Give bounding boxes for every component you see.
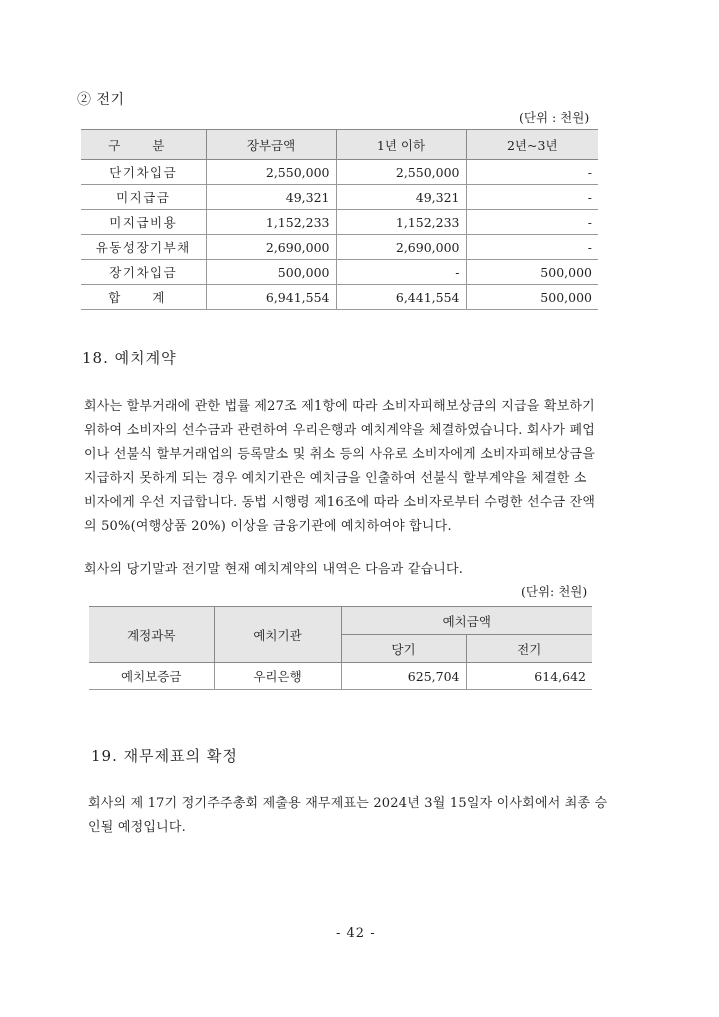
cell-value: -: [336, 260, 466, 285]
header-book-value: 장부금액: [206, 130, 336, 160]
header-within-1y: 1년 이하: [336, 130, 466, 160]
section-title-19: 19. 재무제표의 확정: [91, 747, 238, 765]
table-header-row: [89, 607, 592, 635]
cell-value: 2,550,000: [336, 160, 466, 185]
paragraph-line: 의 50%(여행상품 20%) 이상을 금융기관에 예치하여야 합니다.: [84, 519, 452, 534]
table-row: [89, 663, 592, 690]
paragraph-line: 비자에게 우선 지급합니다. 동법 시행령 제16조에 따라 소비자로부터 수령한 선수금 잔액: [84, 495, 596, 510]
section-18-intro: 회사의 당기말과 전기말 현재 예치계약의 내역은 다음과 같습니다.: [84, 562, 464, 577]
row-label: 미지급비용: [81, 210, 206, 235]
maturity-table: [81, 129, 598, 310]
cell-value: 500,000: [466, 285, 598, 310]
unit-label: (단위 : 천원): [519, 110, 590, 125]
total-label: 합 계: [81, 285, 206, 310]
cell-prior: 614,642: [466, 663, 592, 690]
paragraph-line: 위하여 소비자의 선수금과 관련하여 우리은행과 예치계약을 체결하였습니다. 회사가 폐업: [84, 423, 596, 438]
paragraph-line: 이나 선불식 할부거래업의 등록말소 및 취소 등의 사유로 소비자에게 소비자피해보상금을: [84, 447, 596, 462]
cell-value: 2,550,000: [206, 160, 336, 185]
row-label: 미지급금: [81, 185, 206, 210]
header-2-3y: 2년~3년: [466, 130, 598, 160]
cell-current: 625,704: [341, 663, 466, 690]
paragraph-line: 회사는 할부거래에 관한 법률 제27조 제1항에 따라 소비자피해보상금의 지급을 확보하기: [84, 399, 595, 414]
table-row: [81, 235, 598, 260]
cell-institution: 우리은행: [214, 663, 341, 690]
cell-value: -: [466, 210, 598, 235]
cell-value: -: [466, 185, 598, 210]
section-title-18: 18. 예치계약: [82, 349, 177, 367]
table-row: [81, 210, 598, 235]
unit-label: (단위: 천원): [521, 584, 588, 599]
row-label: 유동성장기부채: [81, 235, 206, 260]
cell-value: 1,152,233: [206, 210, 336, 235]
cell-value: 2,690,000: [336, 235, 466, 260]
row-label: 장기차입금: [81, 260, 206, 285]
section-19-paragraph: [88, 792, 607, 840]
subsection-title: ② 전기: [77, 92, 125, 108]
header-current-period: 당기: [341, 635, 466, 663]
paragraph-line: 지급하지 못하게 되는 경우 예치기관은 예치금을 인출하여 선불식 할부계약을 체결한 소: [84, 471, 587, 486]
table-row: [81, 160, 598, 185]
cell-account: 예치보증금: [89, 663, 214, 690]
deposit-table: [89, 606, 592, 690]
cell-value: 49,321: [206, 185, 336, 210]
header-account: 계정과목: [89, 607, 214, 663]
cell-value: -: [466, 160, 598, 185]
cell-value: 2,690,000: [206, 235, 336, 260]
table-row: [81, 260, 598, 285]
cell-value: 500,000: [466, 260, 598, 285]
paragraph-line: 회사의 제 17기 정기주주총회 제출용 재무제표는 2024년 3월 15일자 이사회에서 최종 승: [88, 796, 608, 811]
cell-value: 6,441,554: [336, 285, 466, 310]
row-label: 단기차입금: [81, 160, 206, 185]
cell-value: 500,000: [206, 260, 336, 285]
section-18-paragraph: [84, 395, 595, 539]
header-prior-period: 전기: [466, 635, 592, 663]
table-header-row: [81, 130, 598, 160]
header-deposit-amount: 예치금액: [341, 607, 592, 635]
cell-value: 1,152,233: [336, 210, 466, 235]
cell-value: -: [466, 235, 598, 260]
cell-value: 49,321: [336, 185, 466, 210]
cell-value: 6,941,554: [206, 285, 336, 310]
table-total-row: [81, 285, 598, 310]
table-row: [81, 185, 598, 210]
header-category: 구 분: [81, 130, 206, 160]
header-institution: 예치기관: [214, 607, 341, 663]
paragraph-line: 인될 예정입니다.: [88, 820, 186, 835]
page-number: - 42 -: [336, 926, 376, 941]
